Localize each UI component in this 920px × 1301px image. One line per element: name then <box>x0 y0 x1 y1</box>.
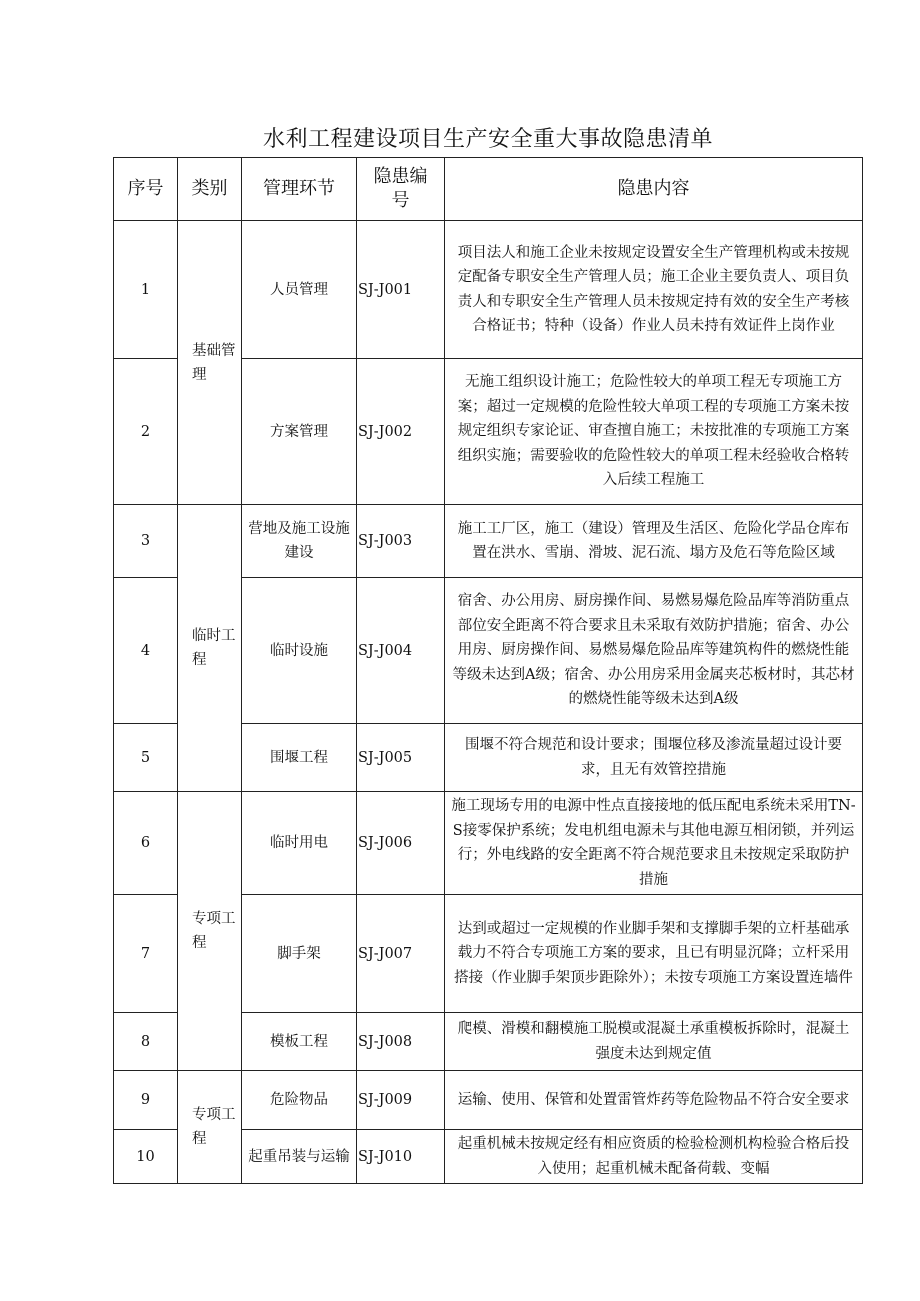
row-code: SJ-J007 <box>357 895 445 1013</box>
header-code: 隐患编号 <box>357 158 445 221</box>
row-seq: 5 <box>114 724 178 792</box>
row-seq: 3 <box>114 505 178 578</box>
row-link: 方案管理 <box>242 359 357 505</box>
row-code: SJ-J009 <box>357 1071 445 1130</box>
table-row <box>114 505 863 578</box>
row-seq: 7 <box>114 895 178 1013</box>
category-label: 专项工程 <box>192 1107 236 1147</box>
row-content: 起重机械未按规定经有相应资质的检验检测机构检验合格后投入使用；起重机械未配备荷载、变幅 <box>445 1130 863 1184</box>
row-content: 运输、使用、保管和处置雷管炸药等危险物品不符合安全要求 <box>445 1071 863 1130</box>
row-seq: 10 <box>114 1130 178 1184</box>
row-code: SJ-J005 <box>357 724 445 792</box>
category-label: 专项工程 <box>192 911 236 951</box>
header-link: 管理环节 <box>242 158 357 221</box>
category-cell <box>178 1071 242 1184</box>
row-link: 人员管理 <box>242 221 357 359</box>
row-code: SJ-J010 <box>357 1130 445 1184</box>
row-link: 营地及施工设施建设 <box>242 505 357 578</box>
header-seq: 序号 <box>114 158 178 221</box>
table-row <box>114 792 863 895</box>
row-link: 脚手架 <box>242 895 357 1013</box>
row-link: 临时用电 <box>242 792 357 895</box>
row-seq: 4 <box>114 578 178 724</box>
row-code: SJ-J002 <box>357 359 445 505</box>
row-seq: 2 <box>114 359 178 505</box>
row-content: 宿舍、办公用房、厨房操作间、易燃易爆危险品库等消防重点部位安全距离不符合要求且未采取有效防护措施；宿舍、办公用房、厨房操作间、易燃易爆危险品库等建筑构件的燃烧性能等级未达到A级；宿舍、办公用房采用金属夹芯板材时，其芯材的燃烧性能等级未达到A级 <box>445 578 863 724</box>
table-row <box>114 1071 863 1130</box>
header-category: 类别 <box>178 158 242 221</box>
row-link: 危险物品 <box>242 1071 357 1130</box>
row-code: SJ-J003 <box>357 505 445 578</box>
row-link: 模板工程 <box>242 1013 357 1071</box>
category-cell <box>178 221 242 505</box>
row-seq: 8 <box>114 1013 178 1071</box>
hazard-table <box>113 157 863 1184</box>
row-seq: 6 <box>114 792 178 895</box>
row-content: 达到或超过一定规模的作业脚手架和支撑脚手架的立杆基础承载力不符合专项施工方案的要求，且已有明显沉降；立杆采用搭接（作业脚手架顶步距除外）；未按专项施工方案设置连墙件 <box>445 895 863 1013</box>
category-label: 临时工程 <box>192 628 236 668</box>
row-seq: 9 <box>114 1071 178 1130</box>
row-code: SJ-J006 <box>357 792 445 895</box>
header-content: 隐患内容 <box>445 158 863 221</box>
row-code: SJ-J001 <box>357 221 445 359</box>
table-header-row <box>114 158 863 221</box>
row-content: 施工工厂区，施工（建设）管理及生活区、危险化学品仓库布置在洪水、雪崩、滑坡、泥石流、塌方及危石等危险区域 <box>445 505 863 578</box>
page-title: 水利工程建设项目生产安全重大事故隐患清单 <box>262 127 713 152</box>
row-seq: 1 <box>114 221 178 359</box>
category-cell <box>178 505 242 792</box>
row-link: 起重吊装与运输 <box>242 1130 357 1184</box>
table-row <box>114 221 863 359</box>
row-content: 爬模、滑模和翻模施工脱模或混凝土承重模板拆除时，混凝土强度未达到规定值 <box>445 1013 863 1071</box>
row-code: SJ-J008 <box>357 1013 445 1071</box>
row-content: 项目法人和施工企业未按规定设置安全生产管理机构或未按规定配备专职安全生产管理人员；施工企业主要负责人、项目负责人和专职安全生产管理人员未按规定持有效的安全生产考核合格证书；特种（设备）作业人员未持有效证件上岗作业 <box>445 221 863 359</box>
row-content: 无施工组织设计施工；危险性较大的单项工程无专项施工方案；超过一定规模的危险性较大单项工程的专项施工方案未按规定组织专家论证、审查擅自施工；未按批准的专项施工方案组织实施；需要验收的危险性较大的单项工程未经验收合格转入后续工程施工 <box>445 359 863 505</box>
row-content: 施工现场专用的电源中性点直接接地的低压配电系统未采用TN-S接零保护系统；发电机组电源未与其他电源互相闭锁，并列运行；外电线路的安全距离不符合规范要求且未按规定采取防护措施 <box>445 792 863 895</box>
row-link: 围堰工程 <box>242 724 357 792</box>
row-content: 围堰不符合规范和设计要求；围堰位移及渗流量超过设计要求，且无有效管控措施 <box>445 724 863 792</box>
category-cell <box>178 792 242 1071</box>
row-code: SJ-J004 <box>357 578 445 724</box>
row-link: 临时设施 <box>242 578 357 724</box>
category-label: 基础管理 <box>192 342 236 383</box>
